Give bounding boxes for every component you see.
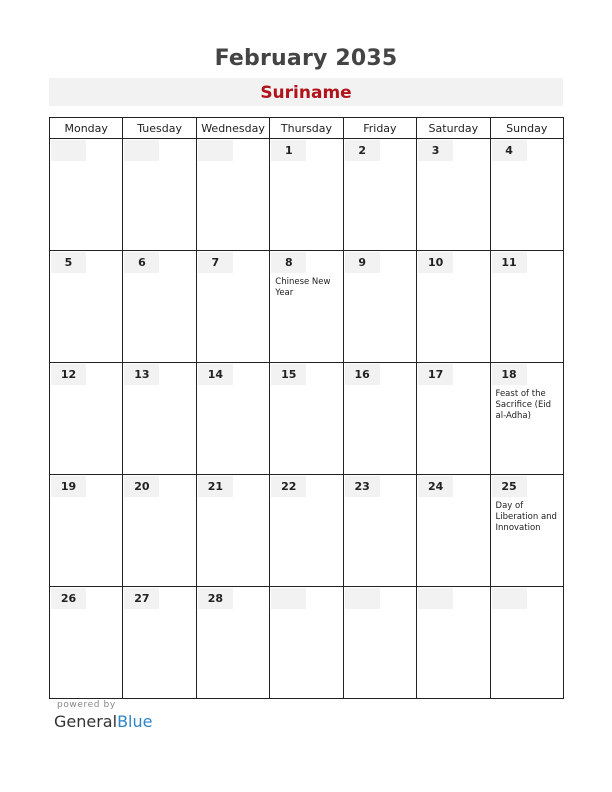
day-cell	[123, 139, 196, 251]
weekday-header: Thursday	[270, 118, 343, 139]
day-cell	[343, 251, 416, 363]
day-cell	[196, 139, 269, 251]
day-cell	[343, 363, 416, 475]
day-cell	[50, 251, 123, 363]
day-number: 24	[418, 476, 453, 497]
day-cell	[196, 363, 269, 475]
generalblue-logo[interactable]	[54, 712, 152, 731]
day-cell	[123, 251, 196, 363]
day-number	[492, 588, 527, 609]
week-row	[50, 475, 564, 587]
week-row	[50, 363, 564, 475]
day-cell	[270, 251, 343, 363]
day-cell	[270, 363, 343, 475]
day-cell	[196, 475, 269, 587]
day-number	[198, 140, 233, 161]
day-cell	[123, 475, 196, 587]
week-row	[50, 587, 564, 699]
day-cell	[417, 251, 490, 363]
day-number: 3	[418, 140, 453, 161]
weekday-header: Monday	[50, 118, 123, 139]
day-number: 25	[492, 476, 527, 497]
day-number: 10	[418, 252, 453, 273]
day-cell	[50, 363, 123, 475]
day-cell	[50, 587, 123, 699]
day-cell	[417, 475, 490, 587]
day-number: 2	[345, 140, 380, 161]
day-cell	[123, 363, 196, 475]
day-number: 14	[198, 364, 233, 385]
day-number: 21	[198, 476, 233, 497]
day-number: 18	[492, 364, 527, 385]
week-row	[50, 139, 564, 251]
country-name: Suriname	[260, 83, 352, 103]
day-cell	[343, 587, 416, 699]
day-cell	[270, 139, 343, 251]
day-number: 17	[418, 364, 453, 385]
day-number: 9	[345, 252, 380, 273]
weekday-header: Saturday	[417, 118, 490, 139]
day-number: 28	[198, 588, 233, 609]
day-number	[124, 140, 159, 161]
day-cell	[490, 363, 563, 475]
day-number	[51, 140, 86, 161]
day-cell	[490, 251, 563, 363]
calendar-title: February 2035	[214, 46, 398, 71]
day-cell	[50, 475, 123, 587]
day-number: 6	[124, 252, 159, 273]
day-cell	[417, 139, 490, 251]
day-number: 26	[51, 588, 86, 609]
brand-blue-text: Blue	[117, 712, 153, 731]
weekday-header: Sunday	[490, 118, 563, 139]
day-cell	[123, 587, 196, 699]
day-number	[345, 588, 380, 609]
holiday-label: Chinese New Year	[275, 277, 331, 298]
calendar-grid	[49, 117, 564, 699]
day-number: 5	[51, 252, 86, 273]
holiday-label: Day of Liberation and Innovation	[495, 501, 557, 533]
day-number: 19	[51, 476, 86, 497]
day-number: 4	[492, 140, 527, 161]
country-banner	[49, 78, 563, 106]
day-cell	[270, 587, 343, 699]
day-cell	[196, 587, 269, 699]
day-cell	[417, 363, 490, 475]
weekday-header-row	[50, 118, 564, 139]
powered-by-text: powered by	[57, 700, 116, 710]
day-number: 20	[124, 476, 159, 497]
day-cell	[417, 587, 490, 699]
weekday-header: Wednesday	[196, 118, 269, 139]
day-cell	[490, 587, 563, 699]
day-cell	[196, 251, 269, 363]
weekday-header: Tuesday	[123, 118, 196, 139]
day-cell	[490, 475, 563, 587]
day-cell	[490, 139, 563, 251]
day-number: 15	[271, 364, 306, 385]
brand-general-text: General	[54, 712, 118, 731]
week-row	[50, 251, 564, 363]
day-number: 22	[271, 476, 306, 497]
day-number: 11	[492, 252, 527, 273]
day-cell	[343, 475, 416, 587]
holiday-label: Feast of the Sacrifice (Eid al-Adha)	[495, 389, 552, 421]
day-number: 27	[124, 588, 159, 609]
day-cell	[270, 475, 343, 587]
day-number: 16	[345, 364, 380, 385]
day-number	[418, 588, 453, 609]
day-number: 12	[51, 364, 86, 385]
day-number: 1	[271, 140, 306, 161]
day-cell	[50, 139, 123, 251]
day-number: 13	[124, 364, 159, 385]
day-cell	[343, 139, 416, 251]
day-number: 23	[345, 476, 380, 497]
day-number: 8	[271, 252, 306, 273]
day-number	[271, 588, 306, 609]
weekday-header: Friday	[343, 118, 416, 139]
day-number: 7	[198, 252, 233, 273]
